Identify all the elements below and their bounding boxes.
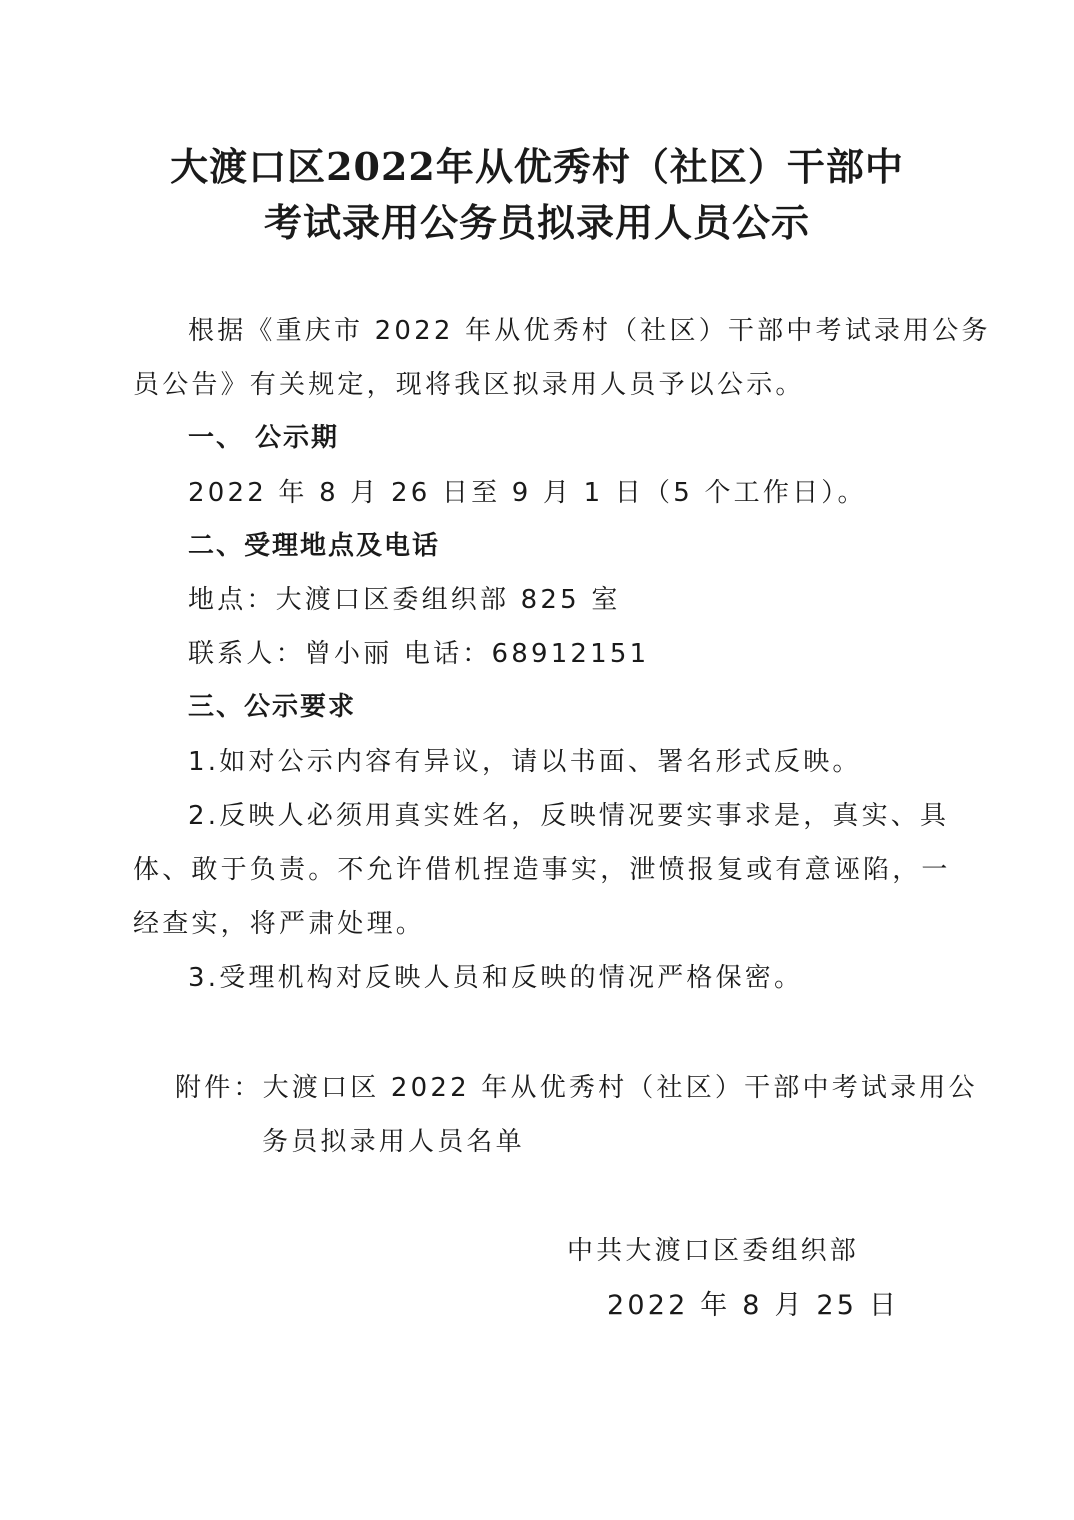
requirement-1: 1.如对公示内容有异议，请以书面、署名形式反映。 [188, 747, 862, 777]
attachment-line-1: 附件：大渡口区 2022 年从优秀村（社区）干部中考试录用公 [175, 1073, 978, 1103]
requirement-2-line-3: 经查实，将严肃处理。 [133, 909, 426, 939]
contact-text: 联系人：曾小丽 电话：68912151 [188, 639, 650, 669]
requirement-2-line-2: 体、敢于负责。不允许借机捏造事实，泄愤报复或有意诬陷，一 [133, 855, 951, 885]
section-heading-requirements: 三、公示要求 [188, 692, 357, 722]
signature-date: 2022 年 8 月 25 日 [607, 1290, 900, 1321]
attachment-line-2: 务员拟录用人员名单 [262, 1127, 525, 1157]
section-heading-location: 二、受理地点及电话 [188, 531, 441, 561]
document-title-line-1: 大渡口区2022年从优秀村（社区）干部中 [170, 144, 904, 189]
period-dates: 2022 年 8 月 26 日至 9 月 1 日（5 个工作日）。 [188, 478, 867, 508]
intro-line-1: 根据《重庆市 2022 年从优秀村（社区）干部中考试录用公务 [188, 316, 991, 346]
requirement-2-line-1: 2.反映人必须用真实姓名，反映情况要实事求是，真实、具 [188, 801, 950, 831]
document-title-line-2: 考试录用公务员拟录用人员公示 [263, 200, 810, 245]
section-heading-period: 一、 公示期 [188, 423, 340, 453]
signature-organization: 中共大渡口区委组织部 [567, 1236, 860, 1266]
requirement-3: 3.受理机构对反映人员和反映的情况严格保密。 [188, 963, 804, 993]
location-text: 地点：大渡口区委组织部 825 室 [188, 585, 621, 615]
intro-line-2: 员公告》有关规定，现将我区拟录用人员予以公示。 [133, 370, 805, 400]
